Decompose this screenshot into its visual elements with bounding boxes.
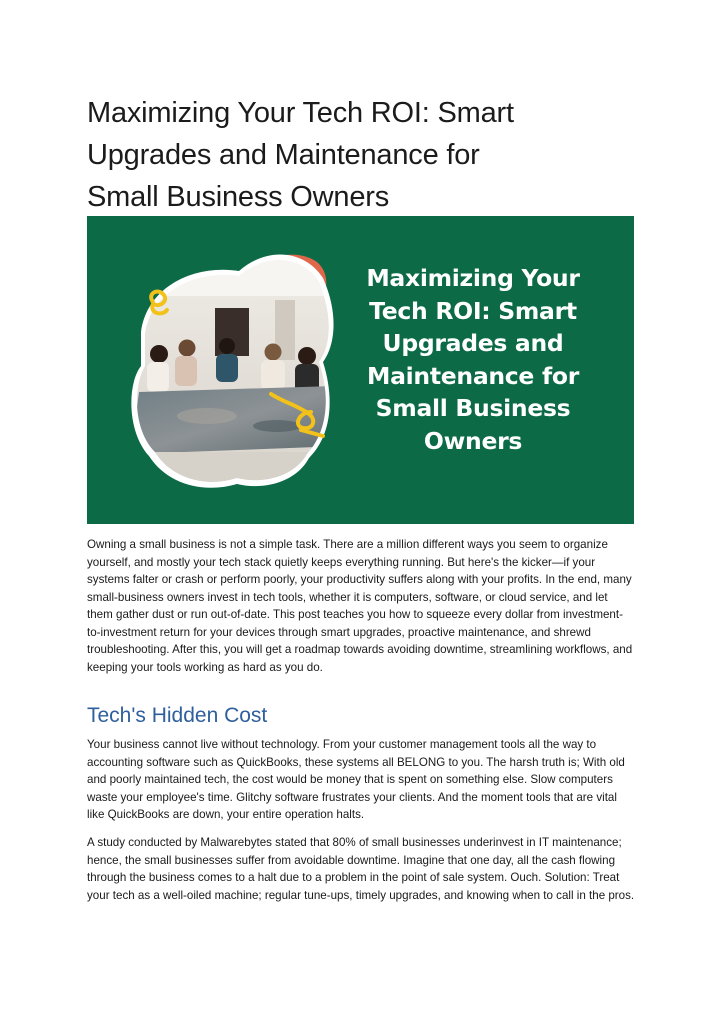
body-paragraph: A study conducted by Malwarebytes stated that 80% of small businesses underinvest in IT maintenance; hence, the small businesses suffer from avoidable downtime. Imagine that one day, all the cash flowing through the business comes to a halt due to a problem in the point of sale system. Ouch. Solution: Treat your tech as a well-oiled machine; regular tune-ups, timely upgrades, and knowing when to call in the pros. bbox=[87, 836, 635, 902]
hero-caption-line: Tech ROI: Smart bbox=[369, 296, 577, 325]
section-heading: Tech's Hidden Cost bbox=[87, 704, 268, 727]
title-line: Maximizing Your Tech ROI: Smart bbox=[87, 97, 514, 129]
hero-caption bbox=[325, 262, 621, 457]
hero-caption-line: Small Business bbox=[375, 394, 571, 422]
hero-caption-line: Owners bbox=[423, 426, 523, 455]
document-title bbox=[87, 92, 557, 218]
title-line: Small Business Owners bbox=[87, 181, 390, 213]
hero-caption-line: Maintenance for bbox=[366, 361, 580, 390]
title-line: Upgrades and Maintenance for bbox=[87, 139, 480, 171]
hero-caption-line: Upgrades and bbox=[382, 329, 564, 357]
hero-caption-line: Maximizing Your bbox=[366, 264, 580, 292]
body-paragraph: Your business cannot live without technology. From your customer management tools all the way to accounting software such as QuickBooks, these systems all BELONG to you. The harsh truth is; With old and poorly maintained tech, the cost would be money that is spent on something else. Slow computers waste your employee's time. Glitchy software frustrates your clients. And the moment tools that are vital like QuickBooks are down, your entire operation halts. bbox=[87, 738, 625, 821]
intro-paragraph: Owning a small business is not a simple task. There are a million different ways you seem to organize yourself, and mostly your tech stack quietly keeps everything running. But here's the kicker—if your systems falter or crash or perform poorly, your productivity suffers along with your profits. In the end, many small-business owners invest in tech tools, whether it is computers, software, or cloud service, and let them gather dust or run out-of-date. This post teaches you how to squeeze every dollar from investment-to-investment return for your devices through smart upgrades, proactive maintenance, and shrewd troubleshooting. After this, you will get a roadmap towards avoiding downtime, streamlining workflows, and keeping your tools working as hard as you do. bbox=[87, 538, 633, 674]
hero-image bbox=[87, 216, 634, 524]
